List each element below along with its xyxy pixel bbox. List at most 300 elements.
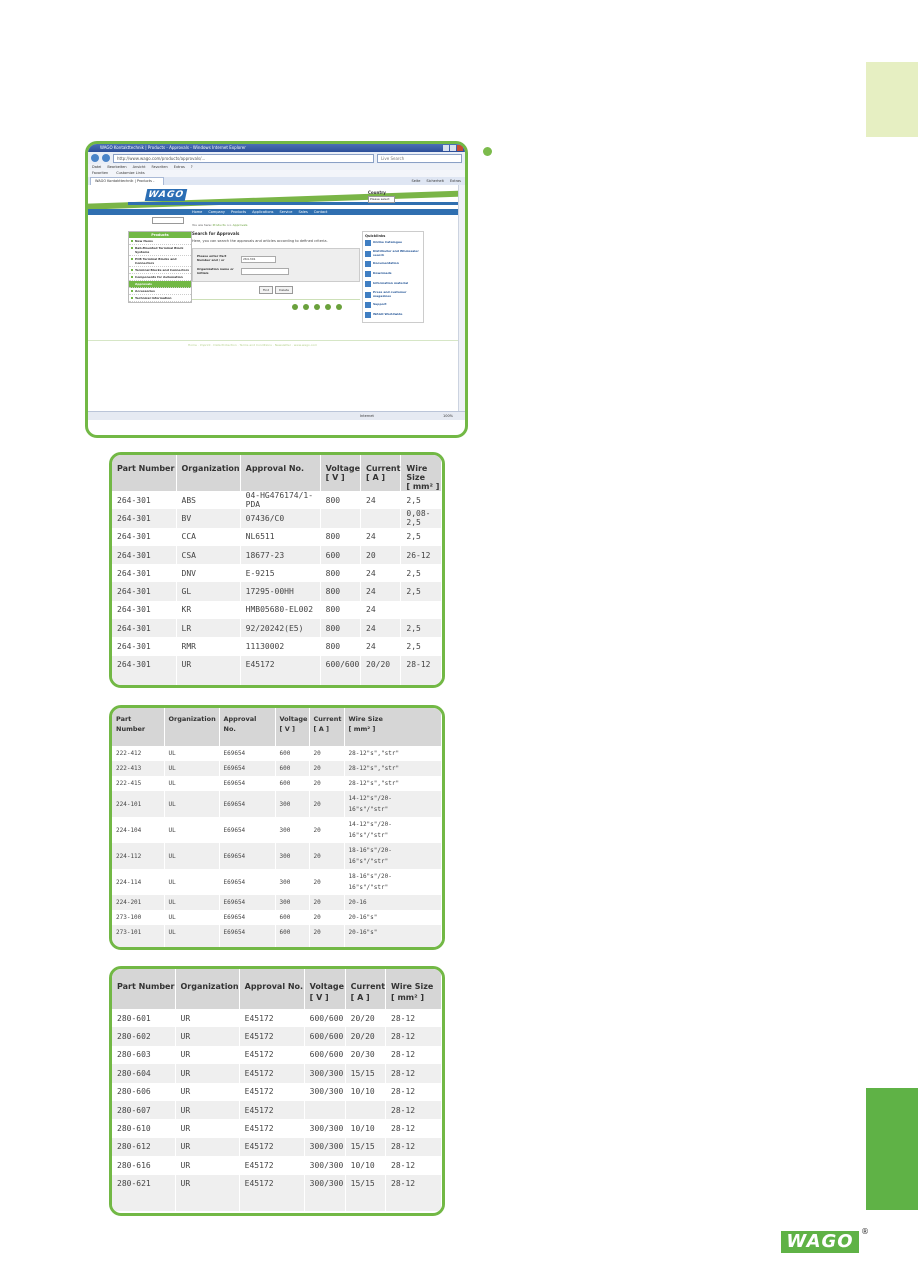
table-cell (175, 1193, 239, 1211)
favorites-link[interactable]: Favoriten (92, 171, 109, 175)
toolbar-item[interactable]: Seite (411, 179, 421, 183)
registered-mark: ® (861, 1227, 869, 1236)
column-header-label: Current (313, 715, 342, 723)
site-search-input[interactable] (152, 217, 184, 224)
sidebar-item[interactable]: Rail-Mounted Terminal Block Systems (129, 245, 191, 256)
table-row (112, 1064, 442, 1082)
column-header-label: [ A ] (313, 725, 329, 733)
table-cell: UL (164, 761, 219, 776)
quicklink-label: Information material (373, 281, 409, 286)
table-cell: 2,5 (401, 528, 442, 546)
table-row (112, 601, 442, 619)
tab-strip (88, 177, 465, 185)
column-header-label: Organization (168, 715, 216, 723)
table-cell: E45172 (239, 1156, 304, 1174)
approvals-table-3 (109, 966, 445, 1216)
column-header-label: Voltage (279, 715, 308, 723)
menu-item[interactable]: Favoriten (151, 165, 168, 169)
search-title: Search for Approvals (192, 231, 240, 236)
column-header (175, 969, 239, 1009)
table-cell: 280-612 (112, 1138, 175, 1156)
quicklink[interactable] (363, 259, 423, 269)
quicklink[interactable] (363, 248, 423, 259)
column-header-label: [ V ] (309, 993, 329, 1002)
status-bar (88, 411, 465, 420)
table-cell (176, 674, 240, 688)
cell-line: 16"s"/"str" (348, 884, 389, 891)
table-cell: 24 (361, 601, 401, 619)
quicklink-label: WAGO Worldwide (373, 312, 403, 317)
table-cell: E69654 (219, 925, 275, 940)
table-cell: 280-606 (112, 1083, 175, 1101)
url-input[interactable]: http://www.wago.com/products/approvals/... (113, 154, 374, 163)
table-cell: CCA (176, 528, 240, 546)
table-row (112, 528, 442, 546)
table-row (112, 1083, 442, 1101)
table-row (112, 1175, 442, 1193)
table-row (112, 1156, 442, 1174)
table-row (112, 817, 442, 843)
print-circle-icon[interactable] (314, 304, 320, 310)
cell-line: 16"s"/"str" (348, 858, 389, 865)
nav-service[interactable]: Service (279, 210, 293, 214)
column-header-label: Approval No. (245, 464, 305, 473)
quicklink-label: Online Catalogue (373, 240, 403, 245)
table-cell: E69654 (219, 791, 275, 817)
table-cell: 0,08-2,5 (401, 509, 442, 527)
cell-line: 20-16"s" (348, 929, 378, 936)
table-cell: BV (176, 509, 240, 527)
column-header-label: Number (116, 725, 146, 733)
table-cell: E45172 (239, 1175, 304, 1193)
table-cell: E45172 (239, 1009, 304, 1027)
table-cell: UL (164, 791, 219, 817)
table-cell: 10/10 (345, 1083, 385, 1101)
table-cell: 28-12 (386, 1175, 442, 1193)
sidebar-item[interactable]: Components for Automation (129, 274, 191, 281)
table-row (112, 1101, 442, 1119)
cell-line: 28-12"s","str" (348, 780, 400, 787)
table-cell: HMB05680-EL002 (240, 601, 320, 619)
browser-tab[interactable]: WAGO Kontakttechnik | Products - (90, 177, 164, 185)
table-cell: 264-301 (112, 582, 176, 600)
table-cell: UR (175, 1064, 239, 1082)
column-header (309, 708, 344, 746)
table-cell: E69654 (219, 817, 275, 843)
table-cell: 92/20242(E5) (240, 619, 320, 637)
table-cell: 600 (275, 925, 309, 940)
table-cell: UL (164, 843, 219, 869)
column-header-label: Approval (223, 715, 257, 723)
column-header-label: [ mm² ] (348, 725, 376, 733)
table-cell: UR (175, 1046, 239, 1064)
cell-line: 16"s"/"str" (348, 806, 389, 813)
table-cell: 224-114 (112, 869, 164, 895)
column-header (401, 455, 442, 491)
breadcrumb (192, 223, 247, 227)
page-tools (192, 304, 360, 310)
table-cell: 222-412 (112, 746, 164, 761)
approvals-table (112, 708, 442, 950)
table-cell: 28-12 (386, 1046, 442, 1064)
column-header (112, 455, 176, 491)
nav-home[interactable]: Home (192, 210, 203, 214)
nav-products[interactable]: Products (231, 210, 247, 214)
table-cell: 20/20 (345, 1009, 385, 1027)
cell-line: 14-12"s"/20- (348, 821, 392, 828)
site-nav (88, 209, 465, 215)
table-cell: E45172 (240, 656, 320, 674)
country-select[interactable]: Please select (368, 196, 395, 203)
table-cell: 600/600 (304, 1027, 345, 1045)
table-cell (344, 869, 442, 895)
table-cell: E69654 (219, 869, 275, 895)
table-cell: UR (175, 1009, 239, 1027)
table-cell (361, 509, 401, 527)
table-cell: 24 (361, 582, 401, 600)
column-header-label: Current (366, 464, 401, 473)
table-cell: 600 (275, 776, 309, 791)
find-button[interactable]: Find (259, 286, 273, 294)
table-cell (344, 843, 442, 869)
wago-site-logo[interactable]: WAGO (145, 189, 188, 201)
footer-divider (88, 340, 465, 341)
forward-icon[interactable] (102, 154, 110, 162)
column-header (304, 969, 345, 1009)
table-cell: 300/300 (304, 1064, 345, 1082)
quicklink[interactable] (363, 310, 423, 320)
column-header (112, 708, 164, 746)
table-cell: 280-607 (112, 1101, 175, 1119)
part-number-input[interactable]: 264-301 (241, 256, 276, 263)
column-header-label: Organization (180, 982, 239, 991)
table-cell: 20 (309, 910, 344, 925)
table-cell: UR (175, 1083, 239, 1101)
table-cell: 600/600 (304, 1009, 345, 1027)
table-header-row (112, 708, 442, 746)
table-cell: 300/300 (304, 1138, 345, 1156)
table-cell (320, 674, 360, 688)
table-cell (361, 674, 401, 688)
part-number-label: Please enter Part Number and / or (197, 254, 227, 262)
table-cell (344, 925, 442, 940)
table-cell: 264-301 (112, 619, 176, 637)
browser-screenshot (85, 141, 468, 438)
breadcrumb-products[interactable]: Products (212, 223, 226, 227)
table-cell: 800 (320, 491, 360, 509)
column-header-label: Part (116, 715, 132, 723)
table-cell: 280-603 (112, 1046, 175, 1064)
table-cell: RMR (176, 637, 240, 655)
documentation-icon (365, 261, 371, 267)
nav-sales[interactable]: Sales (298, 210, 308, 214)
table-cell: 20/20 (361, 656, 401, 674)
web-page (88, 185, 465, 420)
cell-line: 18-16"s"/20- (348, 847, 392, 854)
quicklink-label: Downloads (373, 271, 392, 276)
menu-item[interactable]: Ansicht (132, 165, 146, 169)
table-cell: 28-12 (386, 1138, 442, 1156)
mail-circle-icon[interactable] (336, 304, 342, 310)
table-cell: 600 (275, 761, 309, 776)
table-cell: 17295-00HH (240, 582, 320, 600)
column-header-label: Voltage (325, 464, 360, 473)
nav-applications[interactable]: Applications (252, 210, 274, 214)
column-header-label: [ A ] (350, 993, 370, 1002)
menu-item[interactable]: Datei (92, 165, 102, 169)
table-cell: E69654 (219, 746, 275, 761)
cell-line: 16"s"/"str" (348, 832, 389, 839)
sidebar-item[interactable]: Technical Information (129, 295, 191, 302)
column-header (345, 969, 385, 1009)
quicklink[interactable] (363, 300, 423, 310)
table-cell (112, 940, 164, 950)
favorites-link[interactable]: Customize Links (116, 171, 145, 175)
table-cell: 280-604 (112, 1064, 175, 1082)
approvals-table-2 (109, 705, 445, 950)
cell-line: 28-12"s","str" (348, 765, 400, 772)
table-cell: UL (164, 869, 219, 895)
table-cell: UR (175, 1101, 239, 1119)
nav-contact[interactable]: Contact (313, 210, 328, 214)
column-header (112, 969, 175, 1009)
table-cell: 28-12 (386, 1027, 442, 1045)
table-cell: E45172 (239, 1046, 304, 1064)
quicklink[interactable] (363, 238, 423, 248)
address-bar (88, 152, 465, 164)
column-header-label: Voltage (309, 982, 344, 991)
table-cell (344, 817, 442, 843)
table-cell: E69654 (219, 910, 275, 925)
back-circle-icon[interactable] (292, 304, 298, 310)
table-cell: 10/10 (345, 1119, 385, 1137)
table-cell: 20/20 (345, 1027, 385, 1045)
column-header (164, 708, 219, 746)
table-cell: 264-301 (112, 637, 176, 655)
table-cell: 20 (309, 791, 344, 817)
table-cell (240, 674, 320, 688)
site-footer[interactable]: Home · Imprint · Data Protection · Terms and Conditions · Newsletter · www.wago.com (188, 343, 318, 347)
globe-icon (365, 312, 371, 318)
table-cell: E69654 (219, 776, 275, 791)
table-cell: 24 (361, 637, 401, 655)
search-description: Here, you can search the approvals and articles according to defined criteria. (192, 239, 328, 243)
column-header-label: Part Number (117, 982, 175, 991)
table-cell: 280-621 (112, 1175, 175, 1193)
table-cell (112, 674, 176, 688)
table-cell: 300/300 (304, 1083, 345, 1101)
section-tab-top (866, 62, 918, 137)
sidebar-item-approvals[interactable]: Approvals (129, 281, 191, 288)
table-cell: ABS (176, 491, 240, 509)
search-form (192, 248, 360, 282)
close-icon[interactable] (457, 145, 463, 151)
table-cell (275, 940, 309, 950)
table-cell: 28-12 (386, 1101, 442, 1119)
table-cell: 222-413 (112, 761, 164, 776)
minimize-icon[interactable] (443, 145, 449, 151)
table-header-row (112, 969, 442, 1009)
table-cell (320, 509, 360, 527)
table-cell: 28-12 (401, 656, 442, 674)
table-cell: 15/15 (345, 1138, 385, 1156)
table-cell: 280-602 (112, 1027, 175, 1045)
top-circle-icon[interactable] (303, 304, 309, 310)
table-cell: 600/600 (320, 656, 360, 674)
column-header (386, 969, 442, 1009)
menu-item[interactable]: ? (190, 165, 193, 169)
toolbar-item[interactable]: Extras (449, 179, 461, 183)
table-row (112, 491, 442, 509)
column-header (219, 708, 275, 746)
table-cell: 24 (361, 491, 401, 509)
table-row (112, 582, 442, 600)
press-icon (365, 292, 371, 298)
table-cell: 264-301 (112, 564, 176, 582)
table-cell: UL (164, 895, 219, 910)
table-cell: E45172 (239, 1083, 304, 1101)
table-cell (344, 895, 442, 910)
cell-line: 20-16 (348, 899, 367, 906)
table-cell: 273-100 (112, 910, 164, 925)
table-row-empty (112, 1193, 442, 1211)
breadcrumb-separator: >> (226, 223, 232, 227)
quicklinks-panel (362, 231, 424, 323)
table-cell: E45172 (239, 1119, 304, 1137)
table-cell: 20 (361, 546, 401, 564)
table-row (112, 1046, 442, 1064)
table-row (112, 619, 442, 637)
table-cell: UL (164, 746, 219, 761)
table-cell: 2,5 (401, 619, 442, 637)
column-header-label: [ mm² ] (406, 482, 440, 491)
table-cell: DNV (176, 564, 240, 582)
table-cell: E69654 (219, 895, 275, 910)
quicklink-label: Support (373, 302, 387, 307)
country-label: Country (368, 190, 386, 195)
sidebar-item[interactable]: New Items (129, 238, 191, 245)
table-cell: 300/300 (304, 1119, 345, 1137)
table-cell: 264-301 (112, 601, 176, 619)
cell-line: 20-16"s" (348, 914, 378, 921)
vertical-scrollbar[interactable] (458, 185, 465, 412)
country-selector[interactable] (368, 190, 395, 203)
quicklink[interactable] (363, 269, 423, 279)
information-icon (365, 281, 371, 287)
menu-item[interactable]: Extras (173, 165, 185, 169)
table-cell: 600 (320, 546, 360, 564)
column-header (344, 708, 442, 746)
breadcrumb-prefix: You are here: (192, 223, 212, 227)
table-cell: UL (164, 910, 219, 925)
quicklink[interactable] (363, 289, 423, 300)
table-cell: 20 (309, 761, 344, 776)
column-header-label: No. (223, 725, 236, 733)
table-cell: 04-HG476174/1-PDA (240, 491, 320, 509)
table-cell: 800 (320, 582, 360, 600)
table-row (112, 1009, 442, 1027)
table-cell (112, 1193, 175, 1211)
table-cell: 24 (361, 528, 401, 546)
table-cell: UR (175, 1138, 239, 1156)
table-cell: 300 (275, 843, 309, 869)
sidebar-item[interactable]: PCB Terminal Blocks and Connectors (129, 256, 191, 267)
nav-company[interactable]: Company (208, 210, 225, 214)
maximize-icon[interactable] (450, 145, 456, 151)
table-cell: 18677-23 (240, 546, 320, 564)
table-cell: 2,5 (401, 582, 442, 600)
table-row (112, 656, 442, 674)
table-cell: 273-101 (112, 925, 164, 940)
table-cell (386, 1193, 442, 1211)
table-cell: 28-12 (386, 1009, 442, 1027)
bookmark-circle-icon[interactable] (325, 304, 331, 310)
table-row (112, 509, 442, 527)
products-sidebar (128, 231, 192, 303)
table-cell (309, 940, 344, 950)
column-header-label: [ mm² ] (391, 993, 425, 1002)
toolbar-item[interactable]: Sicherheit (426, 179, 444, 183)
table-cell: E69654 (219, 843, 275, 869)
wago-logo (781, 1227, 869, 1253)
organization-input[interactable] (241, 268, 289, 275)
table-cell: 2,5 (401, 564, 442, 582)
column-header-label: Current (350, 982, 386, 991)
search-input[interactable]: Live Search (377, 154, 462, 163)
table-header-row (112, 455, 442, 491)
approvals-table (112, 455, 442, 688)
table-cell (344, 776, 442, 791)
menu-item[interactable]: Bearbeiten (107, 165, 127, 169)
sidebar-item[interactable]: Accessories (129, 288, 191, 295)
table-cell: 264-301 (112, 509, 176, 527)
table-cell: 11130002 (240, 637, 320, 655)
browser-title: WAGO Kontakttechnik | Products - Approvals - Windows Internet Explorer (100, 145, 246, 150)
table-cell: 800 (320, 637, 360, 655)
zoom-level[interactable]: 100% (442, 414, 453, 418)
table-cell (239, 1193, 304, 1211)
table-row (112, 637, 442, 655)
table-cell (304, 1101, 345, 1119)
breadcrumb-approvals[interactable]: Approvals (232, 223, 248, 227)
wago-logo-text: WAGO (781, 1231, 859, 1253)
table-row (112, 776, 442, 791)
table-cell: 280-610 (112, 1119, 175, 1137)
delete-button[interactable]: Delete (275, 286, 293, 294)
table-cell: 600/600 (304, 1046, 345, 1064)
browser-title-bar (88, 144, 465, 152)
table-cell: NL6511 (240, 528, 320, 546)
table-cell (345, 1101, 385, 1119)
table-cell (164, 940, 219, 950)
table-cell: 2,5 (401, 491, 442, 509)
table-cell: 300 (275, 817, 309, 843)
table-cell: UL (164, 817, 219, 843)
table-cell: UR (175, 1119, 239, 1137)
column-header (320, 455, 360, 491)
back-icon[interactable] (91, 154, 99, 162)
table-cell (304, 1193, 345, 1211)
table-cell: 600 (275, 910, 309, 925)
table-row (112, 1119, 442, 1137)
table-cell: 20 (309, 776, 344, 791)
quicklink[interactable] (363, 279, 423, 289)
table-row (112, 564, 442, 582)
sidebar-item[interactable]: Terminal Blocks and Connectors (129, 267, 191, 274)
table-cell: 224-101 (112, 791, 164, 817)
table-cell: 264-301 (112, 491, 176, 509)
column-header (239, 969, 304, 1009)
